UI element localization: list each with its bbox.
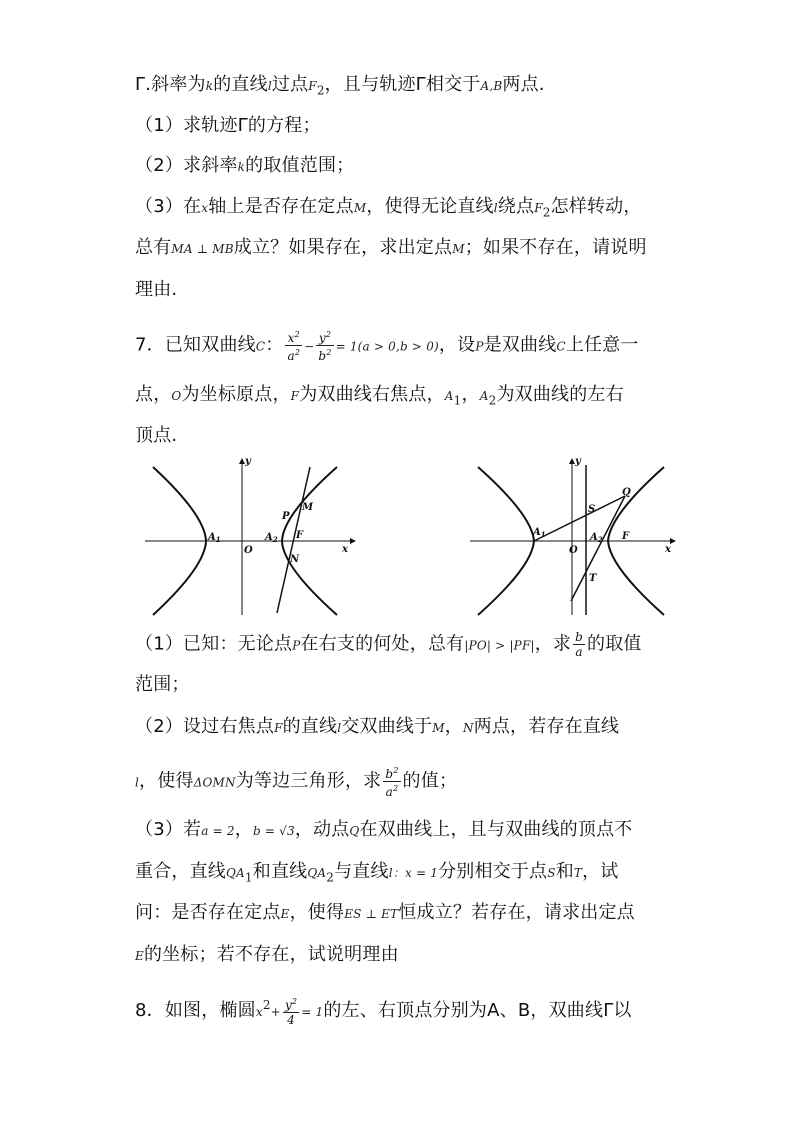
label-O: O [244, 545, 253, 556]
fraction: $\frac{x^2}{a^2}$ [287, 330, 301, 363]
text-line: 理由. [135, 279, 178, 300]
question-part-3: （3）在x轴上是否存在定点M，使得无论直线l绕点$F_2$怎样转动， [135, 196, 642, 220]
label-T: T [589, 573, 597, 584]
question-part-1: （1）求轨迹Γ的方程； [135, 115, 321, 136]
fraction: $\frac{b}{a}$ [575, 630, 584, 659]
question-part-2: （2）求斜率k的取值范围； [135, 155, 355, 176]
text-line: 范围； [135, 674, 190, 695]
fraction: $\frac{y^2}{b^2}$ [318, 330, 332, 363]
problem-7-stem: 7．已知双曲线C： $\frac{x^2}{a^2}$ − $\frac{y^2}{b^2}$ = 1(a > 0,b > 0)，设P是双曲线C上任意一 [135, 330, 639, 363]
label-F: F [622, 531, 630, 542]
hyperbola-figure-right [460, 455, 690, 620]
label-A1: $A_1$ [533, 527, 546, 539]
hyperbola-figure-left [135, 455, 365, 620]
label-y: y [245, 456, 251, 467]
problem-7-part-1: （1）已知：无论点P在右支的何处，总有|PO| > |PF|，求 $\frac{b}{a}$ 的取值 [135, 630, 642, 659]
label-A2: $A_2$ [590, 532, 603, 544]
line-QA2 [571, 496, 625, 601]
label-S: S [588, 504, 596, 515]
text-line: l，使得ΔOMN为等边三角形，求 $\frac{b^2}{a^2}$ 的值； [135, 766, 458, 799]
label-M: M [302, 502, 314, 513]
line-QA1 [534, 496, 625, 541]
problem-7-part-2: （2）设过右焦点F的直线l交双曲线于M，N两点，若存在直线 [135, 716, 620, 737]
x-axis-arrow [350, 538, 356, 544]
text-line: 点，O为坐标原点，F为双曲线右焦点，$A_1$，$A_2$为双曲线的左右 [135, 384, 624, 408]
problem-7-part-3: （3）若a = 2，b = √3，动点Q在双曲线上，且与双曲线的顶点不 [135, 819, 633, 840]
label-A2: $A_2$ [265, 532, 278, 544]
label-F: F [296, 530, 304, 541]
text-line: 总有MA ⊥ MB成立？如果存在，求出定点M；如果不存在，请说明 [135, 237, 647, 258]
label-x: x [342, 544, 348, 555]
text-line: 问：是否存在定点E，使得ES ⊥ ET恒成立？若存在，请求出定点 [135, 902, 635, 923]
label-Q: Q [622, 487, 631, 498]
label-N: N [290, 554, 300, 565]
text-line: 顶点. [135, 425, 178, 446]
text-line: Γ.斜率为k的直线l过点$F_2$，且与轨迹Γ相交于A,B两点. [135, 74, 545, 98]
text-line: 重合，直线$QA_1$和直线$QA_2$与直线l：x = 1分别相交于点S和T，试 [135, 861, 619, 885]
label-O: O [569, 545, 578, 556]
label-A1: $A_1$ [208, 532, 221, 544]
text-line: E的坐标；若不存在，试说明理由 [135, 944, 399, 965]
problem-8-stem: 8．如图，椭圆$x^2+$ $\frac{y^2}{4}$ = 1的左、右顶点分别为A、B，双曲线Γ以 [135, 997, 632, 1027]
fraction: $\frac{b^2}{a^2}$ [385, 766, 399, 799]
fraction: $\frac{y^2}{4}$ [284, 997, 298, 1027]
label-P: P [282, 511, 290, 522]
label-y: y [575, 456, 581, 467]
label-x: x [665, 544, 671, 555]
